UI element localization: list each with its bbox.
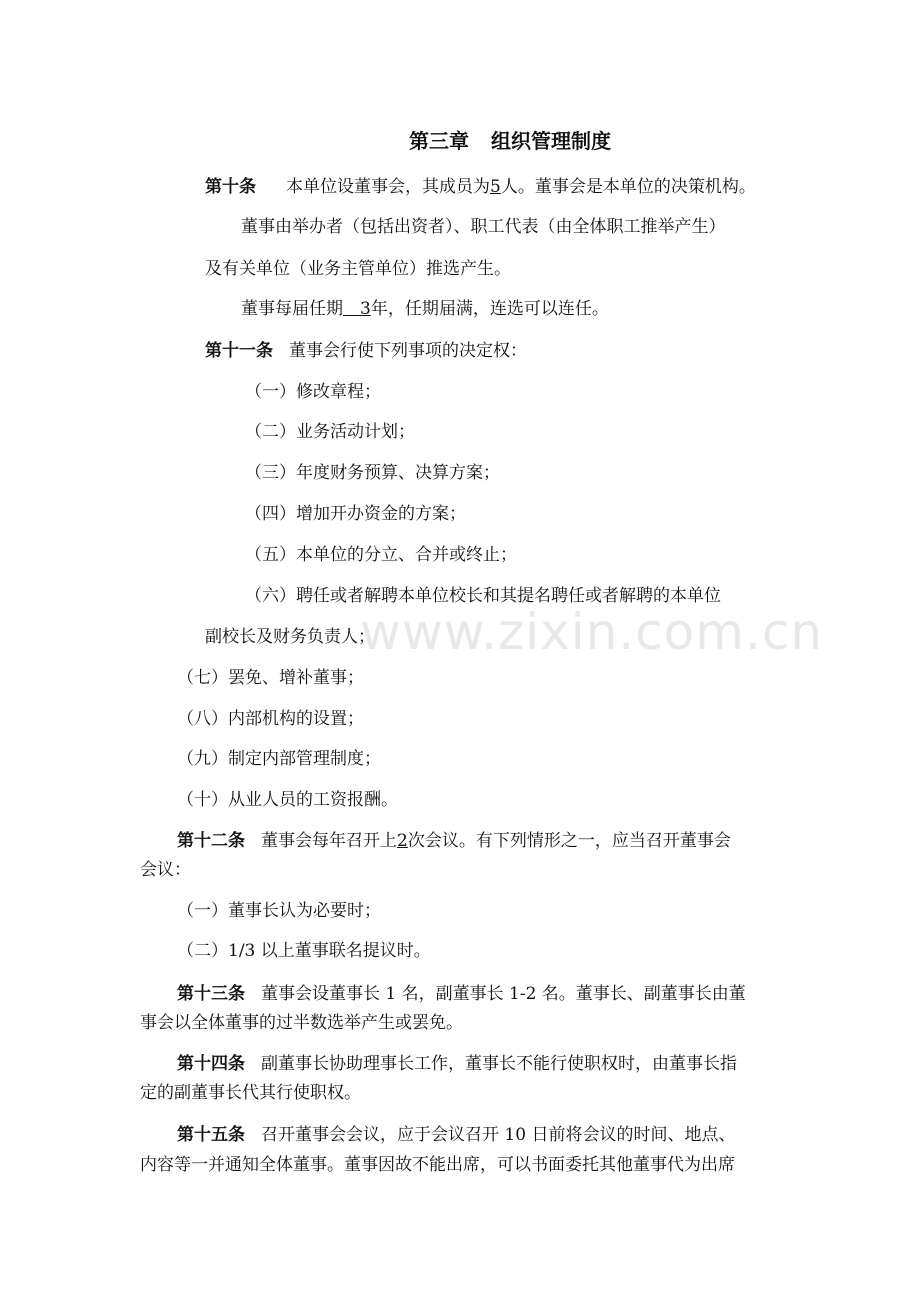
article-10-para2-line1: 董事由举办者（包括出资者）、职工代表（由全体职工推举产生） — [241, 217, 726, 237]
article-11-label: 第十一条 — [205, 341, 273, 361]
chapter-number: 第三章 — [409, 129, 469, 153]
list-item: （一）修改章程； — [245, 382, 381, 402]
member-count: 5 — [490, 177, 501, 197]
term-blank — [343, 299, 360, 319]
list-item: （七）罢免、增补董事； — [177, 668, 364, 688]
list-item: 副校长及财务负责人； — [205, 627, 375, 647]
article-13-line1: 第十三条 董事会设董事长 1 名，副董事长 1-2 名。董事长、副董事长由董 — [177, 984, 746, 1004]
meeting-count: 2 — [397, 831, 408, 851]
article-15-line2: 内容等一并通知全体董事。董事因故不能出席，可以书面委托其他董事代为出席 — [140, 1155, 735, 1175]
article-10-para2-line2: 及有关单位（业务主管单位）推选产生。 — [205, 259, 511, 279]
article-10-line1: 第十条 本单位设董事会，其成员为5人。董事会是本单位的决策机构。 — [205, 177, 756, 197]
article-12-line2: 会议： — [140, 860, 191, 880]
article-12-line1: 第十二条 董事会每年召开上2次会议。有下列情形之一，应当召开董事会 — [177, 831, 731, 851]
article-11-intro: 第十一条 董事会行使下列事项的决定权： — [205, 341, 527, 361]
watermark: www.zixin.com.cn — [360, 603, 824, 661]
list-item: （二）业务活动计划； — [245, 422, 415, 442]
article-12-label: 第十二条 — [177, 831, 245, 851]
list-item: （四）增加开办资金的方案； — [245, 504, 466, 524]
article-10-label: 第十条 — [205, 177, 256, 197]
list-item: （九）制定内部管理制度； — [177, 749, 381, 769]
article-13-line2: 事会以全体董事的过半数选举产生或罢免。 — [140, 1013, 463, 1033]
article-14-label: 第十四条 — [177, 1054, 245, 1074]
term-years: 3 — [360, 299, 371, 319]
list-item: （五）本单位的分立、合并或终止； — [245, 545, 517, 565]
list-item: （六）聘任或者解聘本单位校长和其提名聘任或者解聘的本单位 — [245, 586, 721, 606]
list-item: （八）内部机构的设置； — [177, 709, 364, 729]
article-15-label: 第十五条 — [177, 1125, 245, 1145]
list-item: （十）从业人员的工资报酬。 — [177, 790, 398, 810]
chapter-title — [0, 125, 920, 154]
list-item: （一）董事长认为必要时； — [177, 901, 381, 921]
article-15-line1: 第十五条 召开董事会会议，应于会议召开 10 日前将会议的时间、地点、 — [177, 1125, 736, 1145]
article-10-para3: 董事每届任期 3年，任期届满，连选可以连任。 — [241, 299, 609, 319]
article-14-line2: 定的副董事长代其行使职权。 — [140, 1083, 361, 1103]
list-item: （三）年度财务预算、决算方案； — [245, 463, 500, 483]
chapter-name: 组织管理制度 — [491, 129, 611, 153]
article-13-label: 第十三条 — [177, 984, 245, 1004]
article-14-line1: 第十四条 副董事长协助理事长工作，董事长不能行使职权时，由董事长指 — [177, 1054, 737, 1074]
list-item: （二）1/3 以上董事联名提议时。 — [177, 941, 431, 961]
